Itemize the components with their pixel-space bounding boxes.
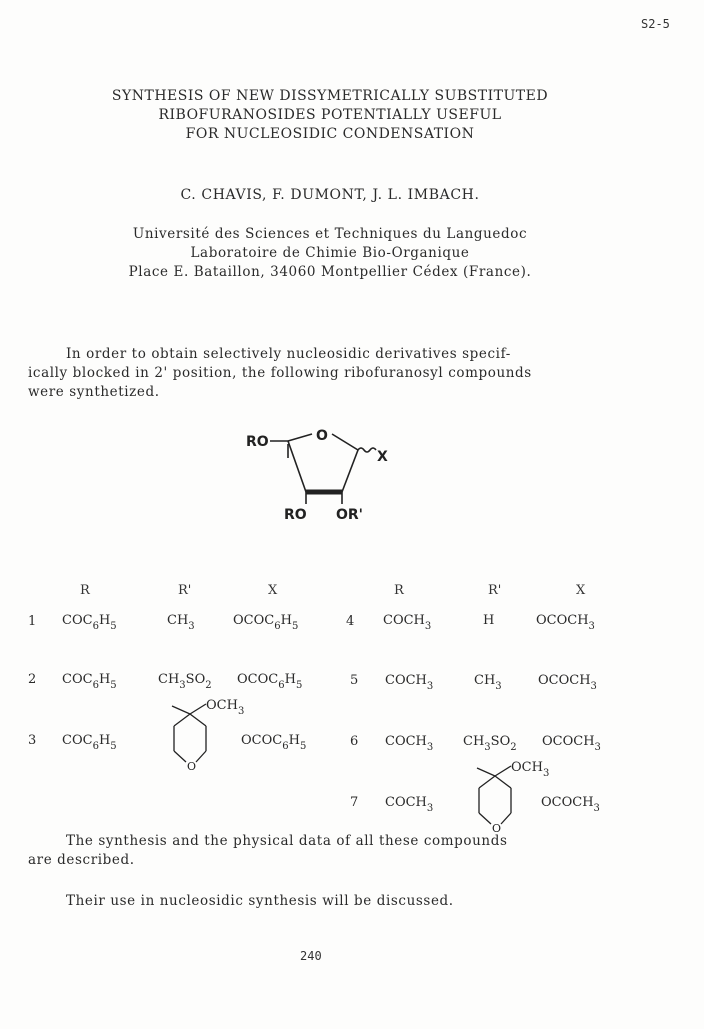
- compound-number-2: 2: [28, 672, 37, 687]
- row2-x: $OCOC_6H_5$: [237, 672, 303, 691]
- row7-r: $COCH_3$: [385, 795, 434, 814]
- row5-rprime: $CH_3$: [474, 673, 502, 692]
- page-number: 240: [300, 949, 322, 963]
- closing-line-2: are described.: [28, 852, 135, 868]
- header-r-left: R: [80, 583, 90, 598]
- label-x: X: [377, 449, 388, 465]
- row6-rprime: $CH_3SO_2$: [463, 734, 517, 753]
- header-r-right: R: [394, 583, 404, 598]
- ribofuranose-structure: [240, 420, 410, 525]
- row7-rprime-label: $OCH_3$: [511, 760, 550, 779]
- header-x-right: X: [576, 583, 586, 598]
- row2-rprime: $CH_3SO_2$: [158, 672, 212, 691]
- intro-line-2: ically blocked in 2' position, the following ribofuranosyl compounds: [28, 365, 532, 381]
- row3-x: $OCOC_6H_5$: [241, 733, 307, 752]
- row5-r: $COCH_3$: [385, 673, 434, 692]
- row4-rprime: H: [483, 613, 495, 628]
- row6-x: $OCOCH_3$: [542, 734, 601, 753]
- compound-number-5: 5: [350, 673, 359, 688]
- row3-r: $COC_6H_5$: [62, 733, 117, 752]
- affiliation-line-2: Laboratoire de Chimie Bio-Organique: [190, 245, 470, 261]
- row1-x: $OCOC_6H_5$: [233, 613, 299, 632]
- header-rprime-right: R': [488, 583, 502, 598]
- compound-number-3: 3: [28, 733, 37, 748]
- header-rprime-left: R': [178, 583, 192, 598]
- label-or-prime: OR': [336, 507, 363, 523]
- compound-number-1: 1: [28, 614, 37, 629]
- label-ring-oxygen: O: [316, 428, 328, 444]
- affiliation-line-3: Place E. Bataillon, 34060 Montpellier Cédex (France).: [128, 264, 532, 280]
- compound-number-6: 6: [350, 734, 359, 749]
- title-line-2: RIBOFURANOSIDES POTENTIALLY USEFUL: [158, 107, 502, 123]
- row1-r: $COC_6H_5$: [62, 613, 117, 632]
- intro-line-3: were synthetized.: [28, 384, 160, 400]
- row2-r: $COC_6H_5$: [62, 672, 117, 691]
- row1-rprime: $CH_3$: [167, 613, 195, 632]
- title-line-1: SYNTHESIS OF NEW DISSYMETRICALLY SUBSTITUTED: [111, 88, 549, 104]
- ring-oxygen-label: O: [187, 760, 197, 773]
- final-line: Their use in nucleosidic synthesis will be discussed.: [66, 893, 454, 909]
- row3-rprime-label: $OCH_3$: [206, 698, 245, 717]
- row7-x: $OCOCH_3$: [541, 795, 600, 814]
- row4-x: $OCOCH_3$: [536, 613, 595, 632]
- authors: C. CHAVIS, F. DUMONT, J. L. IMBACH.: [180, 187, 480, 203]
- closing-line-1: The synthesis and the physical data of all these compounds: [66, 833, 508, 849]
- label-ro-bottom: RO: [284, 507, 307, 523]
- header-x-left: X: [268, 583, 278, 598]
- compound-number-7: 7: [350, 795, 359, 810]
- ring-oxygen-label: O: [492, 822, 502, 835]
- page-id: S2-5: [641, 17, 670, 31]
- affiliation-line-1: Université des Sciences et Techniques du Languedoc: [132, 226, 528, 242]
- intro-line-1: In order to obtain selectively nucleosidic derivatives specif-: [66, 346, 511, 362]
- label-ro-top: RO: [246, 434, 269, 450]
- title-line-3: FOR NUCLEOSIDIC CONDENSATION: [185, 126, 475, 142]
- row4-r: $COCH_3$: [383, 613, 432, 632]
- row6-r: $COCH_3$: [385, 734, 434, 753]
- row5-x: $OCOCH_3$: [538, 673, 597, 692]
- compound-number-4: 4: [346, 614, 355, 629]
